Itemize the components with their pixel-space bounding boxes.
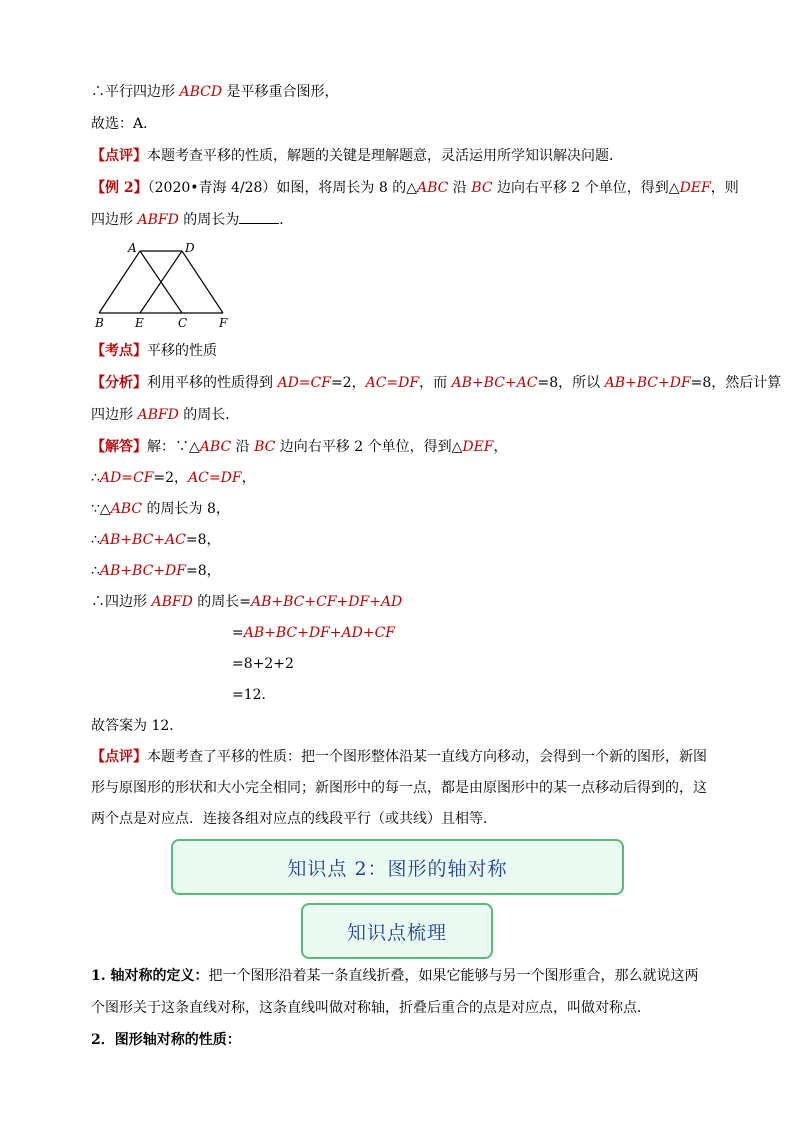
property-heading: 2．图形轴对称的性质： — [91, 1032, 241, 1048]
section-title: 知识点 2：图形的轴对称 — [287, 857, 508, 880]
example-line-1: 【例 2】（2020•青海 4/28）如图，将周长为 8 的△ABC 沿 BC 边向右平移 2 个单位，得到△DEF，则 — [91, 180, 739, 196]
kaodian-tag: 【考点】 — [91, 343, 147, 359]
example-line-2: 四边形 ABFD 的周长为 ． — [91, 212, 294, 228]
label-F: F — [219, 316, 228, 330]
definition-line-1: 1. 轴对称的定义：把一个图形沿着某一条直线折叠，如果它能够与另一个图形重合，那么就说这两 — [91, 968, 699, 984]
solution-line-6: ∴四边形 ABFD 的周长=AB+BC+CF+DF+AD — [91, 594, 403, 610]
analysis-line-2: 四边形 ABFD 的周长． — [91, 407, 240, 423]
kaodian-line: 【考点】平移的性质 — [91, 343, 217, 359]
subsection-title-box — [301, 903, 493, 959]
analysis-line-1: 【分析】利用平移的性质得到 AD=CF=2，AC=DF，而 AB+BC+AC=8，所以 AB+BC+DF=8，然后计算 — [91, 375, 782, 391]
translation-figure — [92, 238, 237, 330]
definition-heading: 1. 轴对称的定义： — [91, 968, 209, 984]
comment2-line-1: 【点评】本题考查了平移的性质：把一个图形整体沿某一直线方向移动，会得到一个新的图形，新图 — [91, 749, 707, 765]
solution-line-7: =AB+BC+DF+AD+CF — [232, 625, 396, 641]
comment-line-1: 【点评】本题考查平移的性质，解题的关键是理解题意，灵活运用所学知识解决问题． — [91, 148, 623, 164]
solution-line-5: ∴AB+BC+DF=8， — [91, 563, 221, 579]
subsection-title: 知识点梳理 — [346, 921, 447, 944]
solution-line-3: ∵△ABC 的周长为 8， — [91, 501, 230, 517]
label-E: E — [135, 316, 144, 330]
comment2-line-3: 两个点是对应点．连接各组对应点的线段平行（或共线）且相等． — [91, 811, 497, 827]
solution-line-9: =12． — [232, 687, 276, 703]
solution-line-1: 【解答】解：∵△ABC 沿 BC 边向右平移 2 个单位，得到△DEF， — [91, 439, 508, 455]
segment-AB — [99, 251, 140, 313]
label-D: D — [185, 241, 195, 255]
comment2-line-2: 形与原图形的形状和大小完全相同；新图形中的每一点，都是由原图形中的某一点移动后得到的，这 — [91, 780, 707, 796]
label-B: B — [95, 316, 104, 330]
text-line-2: 故选：A． — [91, 116, 158, 132]
solution-line-8: =8+2+2 — [232, 656, 294, 672]
label-C: C — [178, 316, 188, 330]
analysis-tag: 【分析】 — [91, 375, 147, 391]
example-tag: 【例 2】 — [91, 180, 148, 196]
segment-DF — [182, 251, 223, 313]
solution-line-2: ∴AD=CF=2，AC=DF， — [91, 470, 256, 486]
comment2-tag: 【点评】 — [91, 749, 147, 765]
solution-tag: 【解答】 — [91, 439, 147, 455]
label-A: A — [128, 241, 137, 255]
solution-line-4: ∴AB+BC+AC=8， — [91, 532, 221, 548]
comment-tag: 【点评】 — [91, 148, 147, 164]
definition-line-2: 个图形关于这条直线对称，这条直线叫做对称轴，折叠后重合的点是对应点，叫做对称点． — [91, 1000, 651, 1016]
text-line-1: ∴平行四边形 ABCD 是平移重合图形， — [91, 84, 339, 100]
answer-line: 故答案为 12． — [91, 718, 184, 734]
answer-blank — [239, 210, 279, 224]
section-title-box — [171, 839, 624, 895]
